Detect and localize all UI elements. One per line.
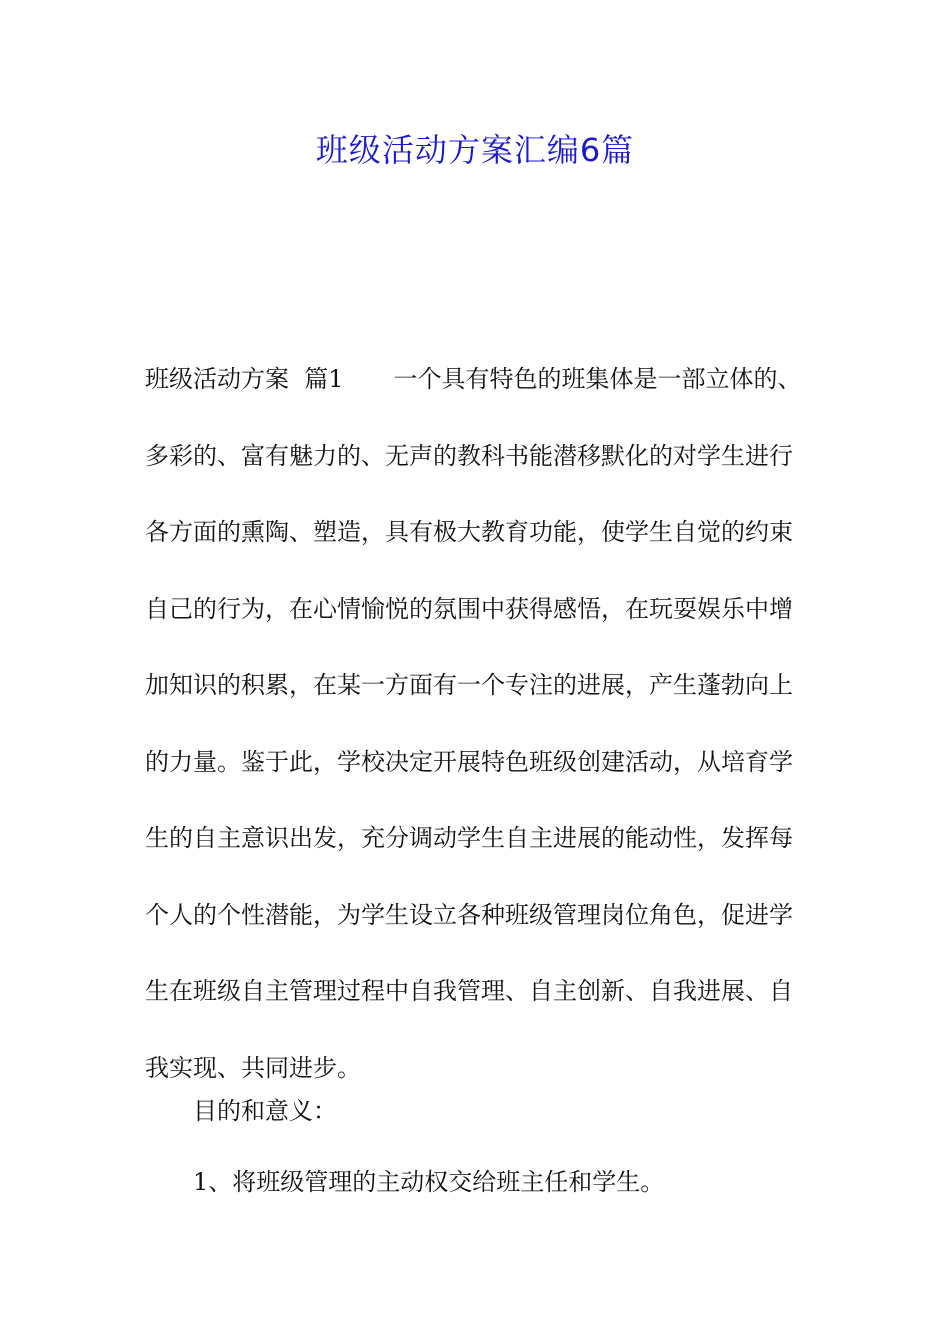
intro-text-line: 多彩的、富有魅力的、无声的教科书能潜移默化的对学生进行 (145, 441, 793, 470)
intro-text-line: 个人的个性潜能，为学生设立各种班级管理岗位角色，促进学 (145, 900, 793, 929)
intro-text-line: 生在班级自主管理过程中自我管理、自主创新、自我进展、自 (145, 977, 793, 1005)
intro-paragraph (145, 341, 805, 1106)
section-label: 班级活动方案 篇1 (145, 365, 344, 393)
intro-text-line: 各方面的熏陶、塑造，具有极大教育功能，使学生自觉的约束 (145, 518, 793, 546)
list-item-1: 1、将班级管理的主动权交给班主任和学生。 (193, 1168, 665, 1196)
intro-text-line: 自己的行为，在心情愉悦的氛围中获得感悟，在玩耍娱乐中增 (145, 594, 793, 623)
intro-text-line: 加知识的积累，在某一方面有一个专注的进展，产生蓬勃向上 (145, 671, 793, 699)
intro-line-1 (145, 341, 805, 418)
intro-text-line: 我实现、共同进步。 (145, 1053, 361, 1082)
purpose-heading: 目的和意义： (193, 1097, 337, 1125)
intro-text-line: 生的自主意识出发，充分调动学生自主进展的能动性，发挥每 (145, 824, 793, 852)
document-title: 班级活动方案汇编6篇 (315, 131, 635, 169)
intro-text-line: 的力量。鉴于此，学校决定开展特色班级创建活动，从培育学 (145, 747, 793, 776)
intro-text-line: 一个具有特色的班集体是一部立体的、 (393, 365, 802, 393)
